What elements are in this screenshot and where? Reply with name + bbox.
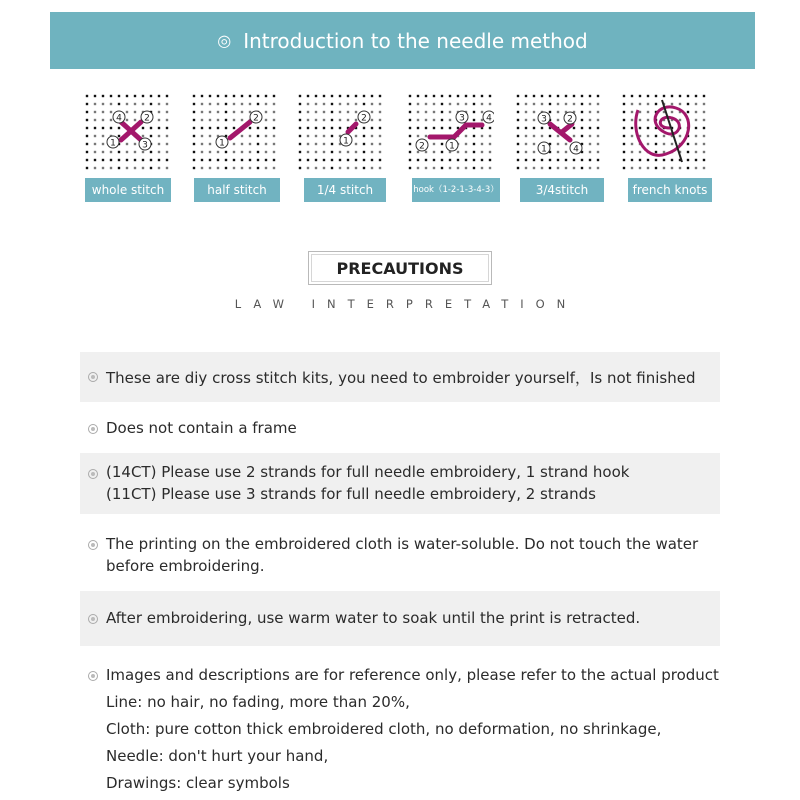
stitch-number-marker <box>216 136 228 148</box>
bullet-icon <box>88 540 98 550</box>
svg-text:2: 2 <box>253 113 259 124</box>
svg-text:4: 4 <box>116 113 122 124</box>
stitch-number-marker <box>456 111 468 123</box>
svg-text:1: 1 <box>110 138 116 149</box>
bullet-icon <box>88 372 98 382</box>
note-text: Needle: don't hurt your hand, <box>106 747 329 765</box>
grid-holes <box>409 95 491 169</box>
thread-stroke <box>454 125 466 137</box>
stitch-label: hook（1-2-1-3-4-3） <box>412 178 500 202</box>
svg-text:2: 2 <box>361 113 367 124</box>
svg-text:1: 1 <box>541 144 547 155</box>
svg-text:4: 4 <box>573 144 579 155</box>
svg-text:1: 1 <box>449 141 455 152</box>
note-item <box>80 520 720 586</box>
french-knot-diagram-icon <box>620 92 708 170</box>
stitch-number-marker <box>250 111 262 123</box>
stitch-number-marker <box>141 111 153 123</box>
note-item <box>80 591 720 646</box>
stitch-number-marker <box>139 138 151 150</box>
whole-stitch-diagram-icon <box>83 92 171 170</box>
quarter-stitch-diagram-icon <box>296 92 384 170</box>
note-text: before embroidering. <box>106 557 265 575</box>
note-text: These are diy cross stitch kits, you need to embroider yourself，Is not finished <box>106 369 696 387</box>
stitch-number-marker <box>538 142 550 154</box>
grid-holes <box>299 95 381 169</box>
half-stitch-diagram-icon <box>190 92 278 170</box>
note-text: Images and descriptions are for reference only, please refer to the actual product <box>106 666 719 684</box>
note-item <box>80 404 720 452</box>
stitch-number-marker <box>446 139 458 151</box>
header-banner <box>50 12 755 69</box>
stitch-number-marker <box>340 134 352 146</box>
stitch-label: half stitch <box>194 178 280 202</box>
target-icon: ◎ <box>217 31 232 50</box>
note-item <box>80 453 720 514</box>
precautions-heading: PRECAUTIONS <box>308 251 492 285</box>
note-text: (11CT) Please use 3 strands for full needle embroidery, 2 strands <box>106 485 596 503</box>
stitch-number-marker <box>358 111 370 123</box>
bullet-icon <box>88 469 98 479</box>
hook-stitch-diagram-icon <box>406 92 494 170</box>
note-text: (14CT) Please use 2 strands for full needle embroidery, 1 strand hook <box>106 463 630 481</box>
bullet-icon <box>88 671 98 681</box>
stitch-number-marker <box>564 112 576 124</box>
bullet-icon <box>88 424 98 434</box>
svg-text:3: 3 <box>142 140 148 151</box>
svg-text:1: 1 <box>219 138 225 149</box>
thread-stroke <box>562 124 572 132</box>
stitch-number-marker <box>113 111 125 123</box>
note-text: Cloth: pure cotton thick embroidered cloth, no deformation, no shrinkage, <box>106 720 662 738</box>
stitch-label: french knots <box>628 178 712 202</box>
svg-text:2: 2 <box>567 114 573 125</box>
svg-text:3: 3 <box>459 113 465 124</box>
svg-text:3: 3 <box>541 114 547 125</box>
thread-stroke <box>348 124 356 132</box>
note-item <box>80 352 720 402</box>
stitch-number-marker <box>416 139 428 151</box>
page-title: Introduction to the needle method <box>243 28 588 53</box>
note-text: Drawings: clear symbols <box>106 774 290 792</box>
stitch-label: 1/4 stitch <box>304 178 386 202</box>
stitch-number-marker <box>107 136 119 148</box>
three-quarter-stitch-diagram-icon <box>514 92 602 170</box>
thread-stroke <box>636 107 689 155</box>
stitch-label: whole stitch <box>85 178 171 202</box>
stitch-label: 3/4stitch <box>520 178 604 202</box>
stitch-number-marker <box>570 142 582 154</box>
bullet-icon <box>88 614 98 624</box>
note-text: Does not contain a frame <box>106 419 297 437</box>
note-text: After embroidering, use warm water to soak until the print is retracted. <box>106 609 641 627</box>
svg-text:4: 4 <box>486 113 492 124</box>
law-interpretation-subtitle: LAW INTERPRETATION <box>234 297 578 311</box>
svg-text:1: 1 <box>343 136 349 147</box>
svg-text:2: 2 <box>419 141 425 152</box>
note-text: Line: no hair, no fading, more than 20%, <box>106 693 410 711</box>
stitch-number-marker <box>538 112 550 124</box>
stitch-diagram-row <box>0 92 800 212</box>
note-item <box>80 658 720 798</box>
note-text: The printing on the embroidered cloth is water-soluble. Do not touch the water <box>106 535 699 553</box>
thread-stroke <box>230 122 250 138</box>
svg-text:2: 2 <box>144 113 150 124</box>
stitch-number-marker <box>483 111 494 123</box>
